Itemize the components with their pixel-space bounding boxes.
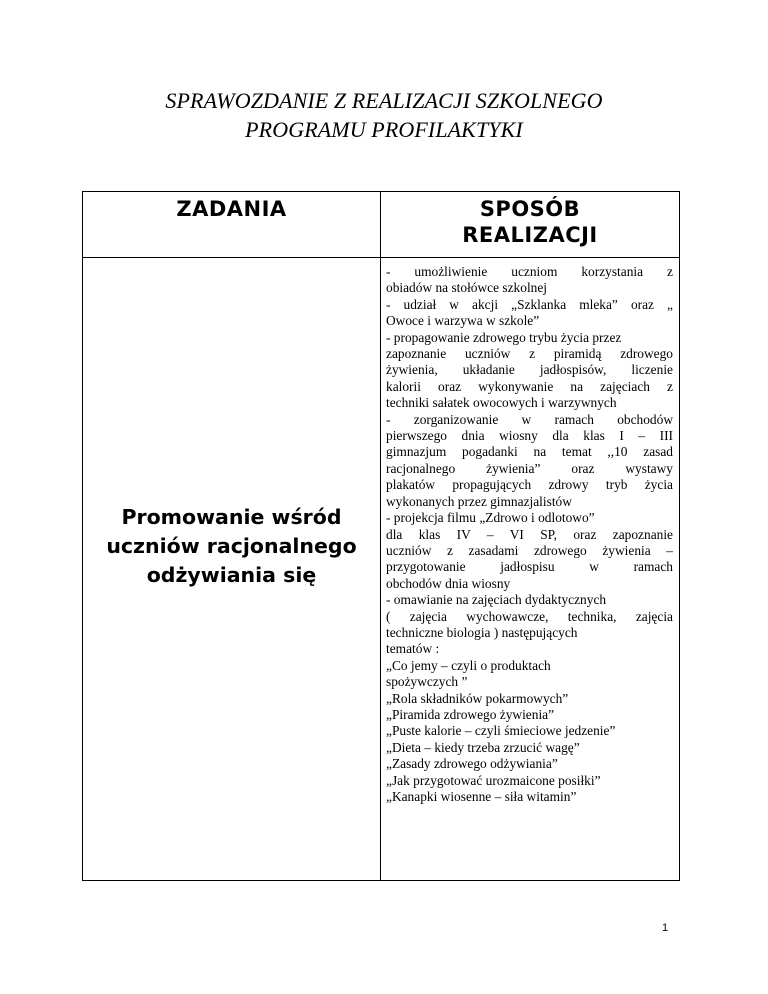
method-line: „Puste kalorie – czyli śmieciowe jedzenie” [386,723,616,739]
method-line: zapoznanie uczniów z piramidą zdrowego [386,346,673,362]
method-line: „Dieta – kiedy trzeba zrzucić wagę” [386,739,580,755]
page-title [100,86,668,144]
column-header-tasks [83,192,380,257]
column-divider [380,192,381,880]
method-line: tematów : [386,641,440,657]
method-line: „Rola składników pokarmowych” [386,690,569,706]
page-title-line-1: SPRAWOZDANIE Z REALIZACJI SZKOLNEGO [165,88,603,113]
method-line: kalorii oraz wykonywanie na zajęciach z [386,378,673,394]
method-line: uczniów z zasadami zdrowego żywienia – [386,542,673,558]
page-title-line-2: PROGRAMU PROFILAKTYKI [245,117,523,142]
method-cell [386,264,673,805]
method-line: „Piramida zdrowego żywienia” [386,706,555,722]
method-line: „Zasady zdrowego odżywiania” [386,756,558,772]
method-line: „Co jemy – czyli o produktach [386,657,551,673]
method-line: - udział w akcji „Szklanka mleka” oraz „ [386,296,673,312]
task-cell [83,258,380,880]
task-text [106,503,356,590]
column-header-method-line-1: SPOSÓB [479,197,581,221]
method-line: spożywczych ” [386,674,468,690]
task-line: uczniów racjonalnego [106,533,357,558]
method-line: obchodów dnia wiosny [386,575,511,591]
method-line: Owoce i warzywa w szkole” [386,313,540,329]
method-line: żywienia, układanie jadłospisów, liczenie [386,362,673,378]
method-line: dla klas IV – VI SP, oraz zapoznanie [386,526,673,542]
method-line: racjonalnego żywienia” oraz wystawy [386,460,673,476]
method-line: gimnazjum pogadanki na temat ,,10 zasad [386,444,673,460]
method-line: - omawianie na zajęciach dydaktycznych [386,592,607,608]
method-line: - projekcja filmu „Zdrowo i odlotowo” [386,510,595,526]
column-header-method-line-2: REALIZACJI [462,223,598,247]
method-line: przygotowanie jadłospisu w ramach [386,559,673,575]
method-line: plakatów propagujących zdrowy tryb życia [386,477,673,493]
method-line: „Jak przygotować urozmaicone posiłki” [386,772,601,788]
task-line: Promowanie wśród [121,504,342,529]
method-line: ( zajęcia wychowawcze, technika, zajęcia [386,608,673,624]
method-line: techniki sałatek owocowych i warzywnych [386,395,617,411]
column-header-tasks-label: ZADANIA [176,197,287,221]
tasks-table [82,191,680,881]
method-line: wykonanych przez gimnazjalistów [386,493,572,509]
method-line: - propagowanie zdrowego trybu życia przez [386,329,622,345]
page-number: 1 [662,922,669,934]
method-line: - umożliwienie uczniom korzystania z [386,264,673,279]
method-line: obiadów na stołówce szkolnej [386,280,548,296]
method-line: techniczne biologia ) następujących [386,624,578,640]
column-header-method [381,192,679,257]
method-line: - zorganizowanie w ramach obchodów [386,411,673,427]
method-line: pierwszego dnia wiosny dla klas I – III [386,428,673,444]
method-line: „Kanapki wiosenne – siła witamin” [386,789,577,804]
task-line: odżywiania się [146,562,317,587]
